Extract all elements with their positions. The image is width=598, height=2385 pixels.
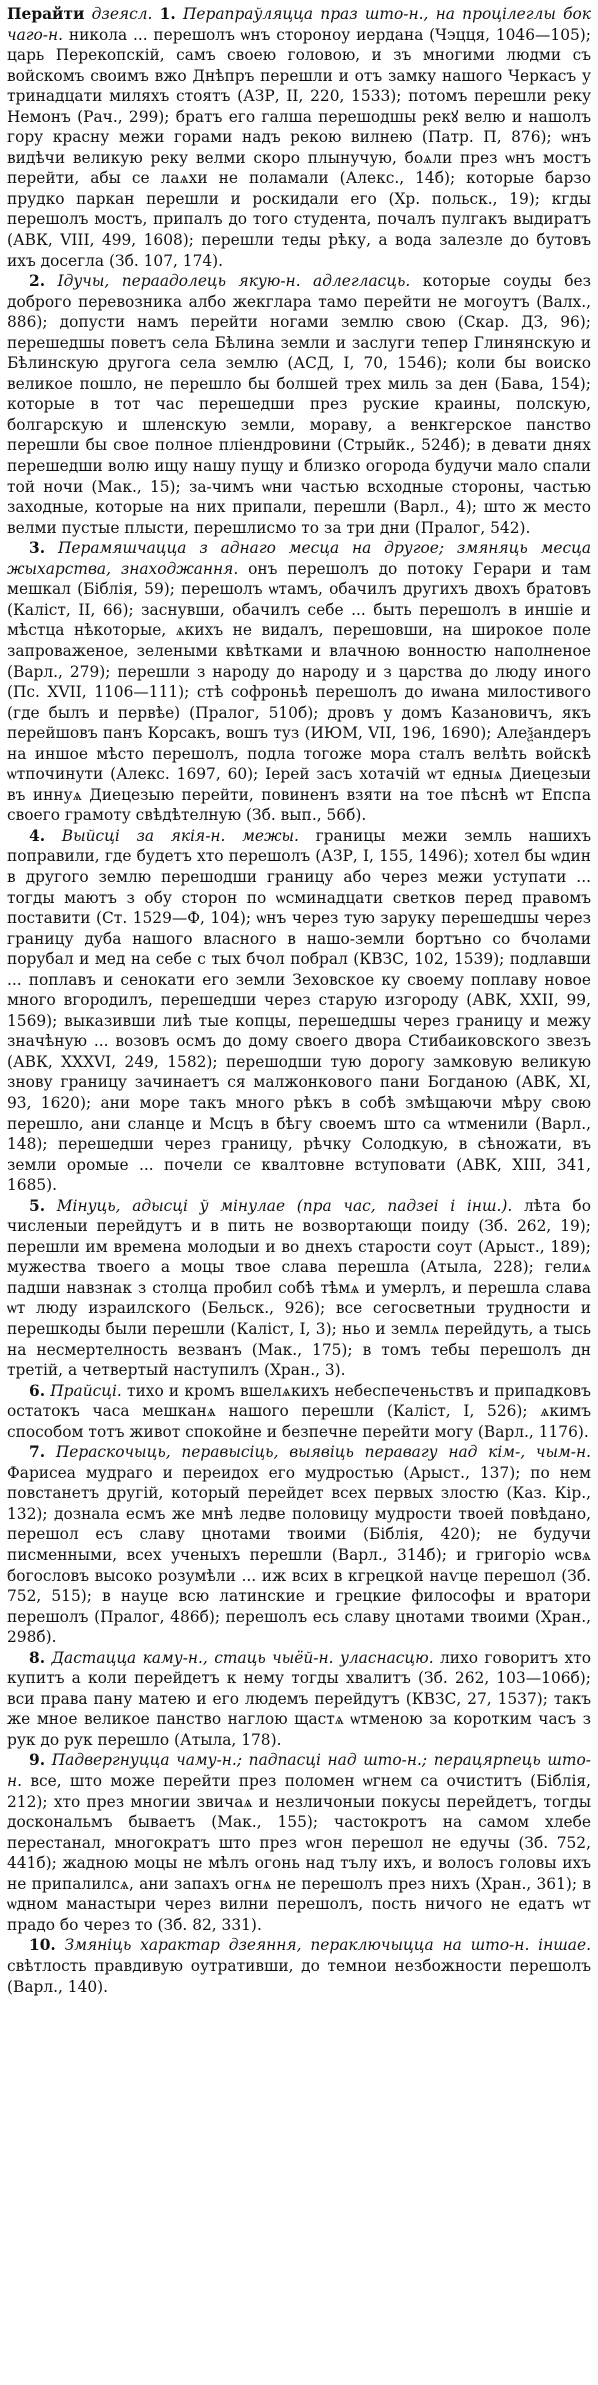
sense-citations: лихо говоритъ хто купитъ а коли перейдетъ к нему тогды хвалитъ (Зб. 262, 103—106б); вси права пану матею и его людемъ перейдутъ (КВЗС, 27, 1537); такъ же мное великое панство наглою щастѧ ѡтменою за коротким часъ з рук до рук перешло (Атыла, 178). bbox=[7, 1648, 591, 1749]
sense-gloss: Прайсці. bbox=[50, 1381, 122, 1400]
sense-gloss: Пераскочыць, перавысіць, выявіць перавагу над кім-, чым-н. bbox=[55, 1443, 591, 1462]
sense-paragraph bbox=[7, 1935, 591, 1997]
sense-number: 2. bbox=[29, 272, 46, 291]
sense-paragraph bbox=[7, 538, 591, 826]
sense-citations: никола ... перешолъ ѡнъ стороноу иердана (Чэцця, 1046—105); царь Перекопскій, самъ своею головою, и зъ многими людми съ войскомъ своимъ вжо Днѣпръ перешли и отъ замку нашого Черкасъ у тринадцати миляхъ стоятъ (АЗР, II, 220, 1533); потомъ перешли реку Немонъ (Рач., 299); братъ его галша перешодшы рекꙋ велю и нашолъ гору красну межи горами надъ рекою вилнею (Патр. П, 876); ѡнъ видѣчи великую реку велми скоро плынучую, боѧли през ѡнъ мостъ перейти, абы се лаѧхи не поламали (Алекс., 14б); которые барзо прудко паркан перешли и роскидали его (Хр. польск., 19); кгды перешолъ мостъ, припалъ до того студента, почалъ пулгакъ выдиратъ (АВК, VIII, 499, 1608); перешли теды рѣку, а вода залезле до бутовъ ихъ досегла (Зб. 107, 174). bbox=[7, 25, 591, 270]
sense-gloss: Змяніць характар дзеяння, пераключыцца на што-н. іншае. bbox=[64, 1936, 591, 1955]
sense-number: 3. bbox=[29, 539, 46, 558]
sense-number: 10. bbox=[29, 1936, 56, 1955]
sense-gloss: Падвергнуцца чаму-н.; падпасці над што-н.; перацярпець што-н. bbox=[7, 1751, 591, 1791]
sense-gloss: Мінуць, адысці ў мінулае (пра час, падзеі і інш.). bbox=[56, 1196, 513, 1215]
sense-number: 1. bbox=[159, 5, 176, 23]
sense-gloss: Ідучы, пераадолець якую-н. адлегласць. bbox=[57, 272, 411, 291]
sense-citations: свѣтлость правдивую оутративши, до темнои незбожности перешолъ (Варл., 140). bbox=[7, 1956, 591, 1996]
sense-number: 5. bbox=[29, 1196, 46, 1215]
sense-number: 4. bbox=[29, 826, 46, 845]
sense-number: 9. bbox=[29, 1751, 46, 1770]
sense-number: 6. bbox=[29, 1381, 46, 1400]
sense-citations: Фарисеа мудраго и переидох его мудростью (Арыст., 137); по нем повстанетъ другій, который перейдет всех первых злостю (Каз. Кір., 132); дознала есмъ же мнѣ ледве половицу мудрости твоей повѣдано, перешол есъ славу цнотами твоими (Біблія, 420); не будучи писменными, всех ученыхъ перешли (Варл., 314б); и григоріо ѡсвѧ богословъ высоко розумѣли ... иж всих в кгрецкой наѵце перешол (Зб. 752, 515); в науце всю латинские и грецкие философы и вратори перешолъ (Пралог, 486б); перешолъ есь славу цнотами твоими (Хран., 298б). bbox=[7, 1463, 591, 1647]
sense-number: 8. bbox=[29, 1648, 46, 1667]
sense-paragraph bbox=[7, 826, 591, 1196]
sense-gloss: Выйсці за якія-н. межы. bbox=[61, 826, 299, 845]
headword: Перайти bbox=[7, 5, 85, 23]
sense-paragraph bbox=[7, 271, 591, 538]
sense-citations: тихо и кромъ вшелѧкихъ небеспеченьствъ и припадковъ остатокъ часа мешканѧ нашого перешли (Каліст, I, 526); ѧкимъ способом тотъ живот спокойне и безпечне перейти могу (Варл., 1176). bbox=[7, 1381, 591, 1441]
dictionary-entry bbox=[7, 4, 591, 1997]
grammar-label: дзеясл. bbox=[91, 5, 153, 23]
sense-citations: границы межи земль нашихъ поправили, где будетъ хто перешолъ (АЗР, I, 155, 1496); хотел бы ѡдин в другого землю перешодши границу або через межи уступати ... тогды маютъ з обу сторон по ѡсминадцати светков перед правомъ поставити (Ст. 1529—Ф, 104); ѡнъ через тую заруку перешедшы через границу дуба нашого власного в нашо-земли бортъно со бчолами порубал и мед на себе с тых бчол побрал (КВЗС, 102, 1539); подлавши ... поплавъ и сенокати его земли Зеховское ку своему поплаву новое много вгородилъ, перешедши через старую изгороду (АВК, XXII, 99, 1569); выказивши лиѣ тые копцы, перешедшы через границу и межу значѣную ... возовъ осмъ до дому своего двора Стибаиковского звезъ (АВК, XXXVI, 249, 1582); перешодши тую дорогу замковую великую знову границу зачинаетъ ся малжонкового пани Богданою (АВК, XI, 93, 1620); ани море такъ много рѣкъ в собѣ змѣщаючи мѣру свою перешло, ани сланце и Мсцъ в бѣгу своемъ што са ѡтменили (Варл., 148); перешедши через границу, рѣчку Солодкую, в сѣножати, въ земли оромые ... почели се квалтовне вступовати (АВК, XIII, 341, 1685). bbox=[7, 826, 591, 1195]
sense-paragraph bbox=[7, 1648, 591, 1751]
sense-citations: все, што може перейти през поломен ѡгнем са очиститъ (Біблія, 212); хто през многии звичаѧ и незличоныи покусы перейдетъ, тогды доскональмъ бываетъ (Мак., 155); частокротъ на самом хлебе перестанал, многократъ што през ѡгон перешол не едучы (Зб. 752, 441б); жадною моцы не мѣлъ огонь над тълу ихъ, и волосъ головы ихъ не припалилсѧ, ани запахъ огнѧ не перешолъ през нихъ (Хран., 361); в ѡдном манастыри через вилни перешолъ, пость ничого не едатъ ѡт прадо бо через то (Зб. 82, 331). bbox=[7, 1772, 591, 1934]
sense-number: 7. bbox=[29, 1443, 46, 1462]
sense-paragraph bbox=[7, 1381, 591, 1443]
sense-citations: онъ перешолъ до потоку Герари и там мешкал (Біблія, 59); перешолъ ѡтамъ, обачилъ другихъ двохъ братовъ (Каліст, II, 66); заснувши, обачилъ себе ... быть перешолъ в иншіе и мѣстца нѣкоторые, ѧкихъ не видалъ, перешовши, на широкое поле запроваженое, зелеными квѣтками и влачною вонностю наполненое (Варл., 279); перешли з народу до народу и з царства до люду иного (Пс. XVII, 1106—111); стѣ софроньѣ перешолъ до иѡана милостивого (где былъ и первѣе) (Пралог, 510б); дровъ у домъ Казановичъ, якъ перейшовъ панъ Корсакъ, вошъ туз (ИЮМ, VII, 196, 1690); Алеѯандеръ на иншое мѣсто перешолъ, подла тогоже мора сталъ велѣть войскѣ ѡтпочинути (Алекс. 1697, 60); Іерей засъ хотачій ѡт едныѧ Диецезыи въ иннуѧ Диецезыю перейти, повиненъ взяти на тое пѣснѣ ѡт Епспа своего грамоту свѣдѣтелную (Зб. вып., 56б). bbox=[7, 559, 591, 825]
sense-citations: которые соуды без доброго перевозника албо жекглара тамо перейти не могоутъ (Валх., 886); допусти намъ перейти ногами землю свою (Скар. ДЗ, 96); перешедшы поветъ села Бѣлина земли и заслуги тепер Глинянскую и Бѣлинскую другога села землю (АСД, I, 70, 1546); коли бы воиско великое пошло, не перешло бы болшей трех миль за ден (Бава, 154); которые в тот час перешедши през руские краины, полскую, болгарскую и шленскую земли, мораву, а венкгерское панство перешли бы свое полное пліендровини (Стрыйк., 524б); в девати днях перешедши волю ищу нашу пущу и близко огорода будучи мало спали той ночи (Мак., 15); за-чимъ ѡни частью всходные стороны, частью заходные, которые на них припали, перешли (Варл., 4); што ж место велми пустые плысти, перешлисмо то за три дни (Пралог, 542). bbox=[7, 272, 591, 537]
sense-paragraph bbox=[7, 4, 591, 271]
sense-gloss: Дастацца каму-н., стаць чыёй-н. уласнасцю. bbox=[51, 1648, 434, 1667]
sense-gloss: Перамяшчацца з аднаго месца на другое; змяняць месца жыхарства, знаходжання. bbox=[7, 539, 591, 578]
sense-paragraph bbox=[7, 1750, 591, 1935]
sense-gloss: Перапраўляцца праз што-н., на процілеглы бок чаго-н. bbox=[7, 5, 591, 44]
sense-citations: лѣта бо численыи перейдутъ и в пить не возвортающи поиду (Зб. 262, 19); перешли им времена молодыи и во днехъ старости соут (Арыст., 189); мужества твоего а моцы твое слава перешла (Атыла, 228); гелиѧ падши навзнак з столца пробил собѣ тѣмѧ и умерлъ, и перешла слава ѡт люду израилского (Бельск., 926); все сегосветныи трудности и перешкоды были перешли (Каліст, I, 3); ньо и землѧ перейдуть, а тысь на несмертелность везванъ (Мак., 175); в томъ тебы перешолъ дн третій, а четвертый наступилъ (Хран., 3). bbox=[7, 1196, 591, 1380]
sense-paragraph bbox=[7, 1442, 591, 1647]
sense-paragraph bbox=[7, 1196, 591, 1381]
